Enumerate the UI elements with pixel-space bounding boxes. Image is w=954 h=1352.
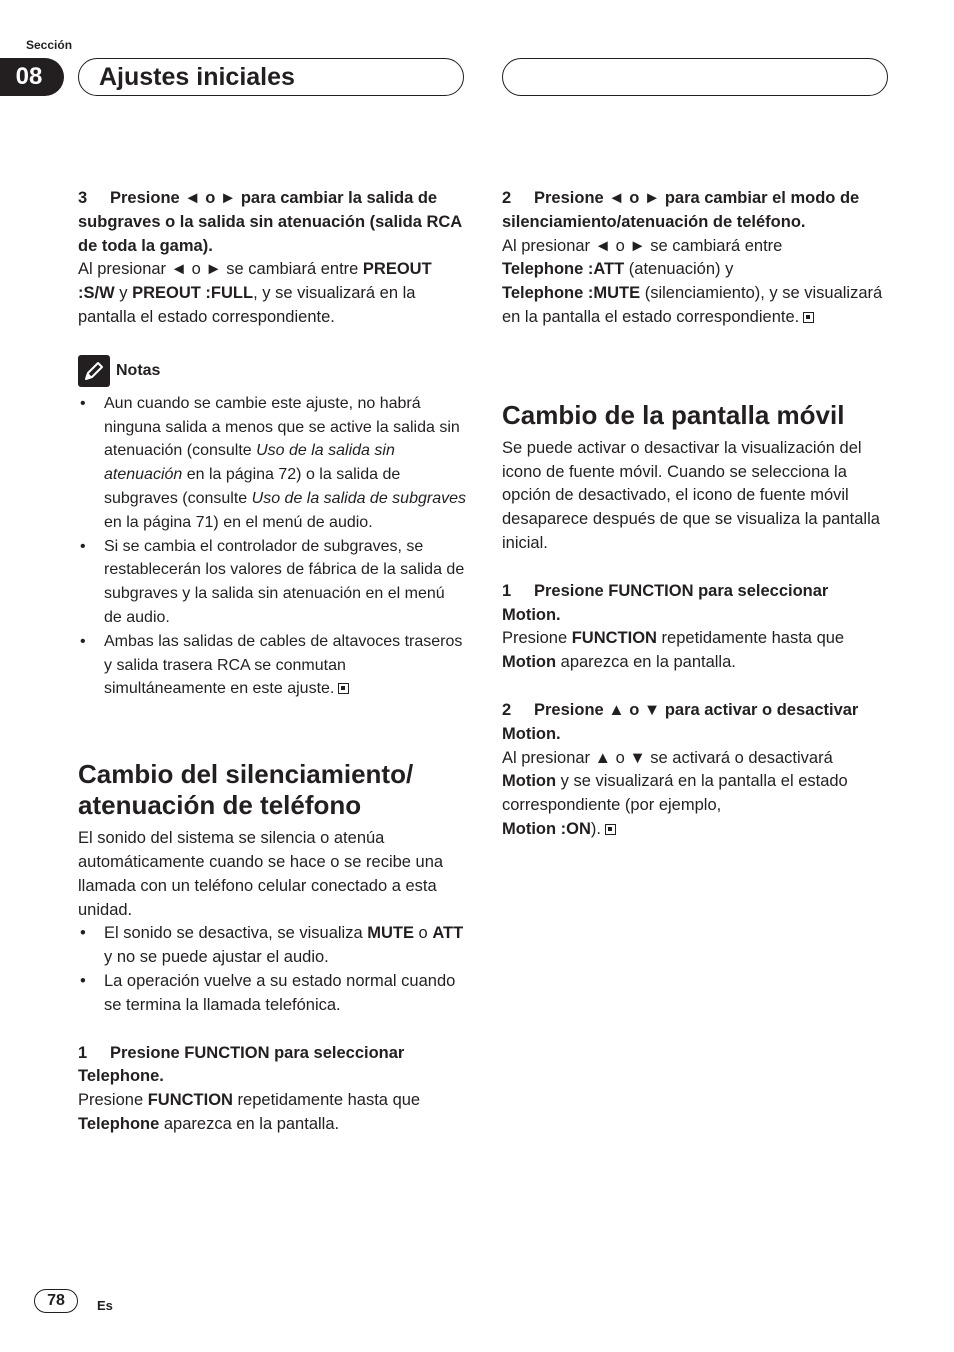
- phone-step-2-body: Al presionar ◄ o ► se cambiará entre Telephone :ATT (atenuación) y Telephone :MUTE (silenciamiento), y se visualizará en la pantalla el estado correspondiente.: [502, 236, 883, 326]
- phone-section-title: Cambio del silenciamiento/ atenuación de teléfono: [78, 759, 414, 821]
- right-arrow-icon: ►: [643, 189, 661, 207]
- left-arrow-icon: ◄: [594, 236, 611, 255]
- left-arrow-icon: ◄: [608, 189, 625, 207]
- section-title: Ajustes iniciales: [78, 58, 464, 96]
- left-arrow-icon: ◄: [184, 189, 201, 207]
- motion-step-1-body: Presione FUNCTION repetidamente hasta que Motion aparezca en la pantalla.: [502, 629, 845, 672]
- pencil-icon: [78, 355, 110, 387]
- section-number-badge: 08: [0, 58, 64, 96]
- phone-step-1-heading: 1 Presione FUNCTION para seleccionar Telephone.: [78, 1043, 405, 1086]
- right-arrow-icon: ►: [205, 260, 222, 279]
- up-arrow-icon: ▲: [594, 748, 611, 767]
- right-arrow-icon: ►: [219, 189, 237, 207]
- up-arrow-icon: ▲: [608, 700, 625, 719]
- left-column: [78, 187, 466, 1137]
- note-item: • Ambas las salidas de cables de altavoces traseros y salida trasera RCA se conmutan simultáneamente en este ajuste.: [78, 630, 466, 701]
- motion-step-2-body: Al presionar ▲ o ▼ se activará o desactivará Motion y se visualizará en la pantalla el estado correspondiente (por ejemplo, Motion :ON).: [502, 748, 848, 838]
- step-3-body: Al presionar ◄ o ► se cambiará entre PREOUT :S/W y PREOUT :FULL, y se visualizará en la pantalla el estado correspondiente.: [78, 260, 432, 326]
- right-arrow-icon: ►: [629, 236, 646, 255]
- motion-step-1-heading: 1 Presione FUNCTION para seleccionar Motion.: [502, 581, 829, 624]
- phone-step-2-heading: 2 Presione ◄ o ► para cambiar el modo de silenciamiento/atenuación de teléfono.: [502, 189, 860, 231]
- page-number: 78: [34, 1289, 78, 1313]
- end-mark-icon: [803, 312, 814, 323]
- section-label: Sección: [26, 38, 73, 52]
- section-header-empty-box: [502, 58, 888, 96]
- note-item: • Aun cuando se cambie este ajuste, no habrá ninguna salida a menos que se active la salida sin atenuación (consulte Uso de la salida sin atenuación en la página 72) o la salida de subgraves (consulte Uso de la salida de subgraves en la página 71) en el menú de audio.: [78, 392, 466, 535]
- down-arrow-icon: ▼: [629, 748, 646, 767]
- phone-bullets: [78, 922, 466, 1017]
- note-item: • Si se cambia el controlador de subgraves, se restablecerán los valores de fábrica de la salida de subgraves y la salida sin atenuación en el menú de audio.: [78, 535, 466, 630]
- notes-label: Notas: [116, 361, 161, 379]
- bullet-item: • La operación vuelve a su estado normal cuando se termina la llamada telefónica.: [78, 970, 466, 1018]
- phone-section-intro: El sonido del sistema se silencia o atenúa automáticamente cuando se hace o se recibe una llamada con un teléfono celular conectado a esta unidad.: [78, 829, 444, 919]
- language-label: Es: [97, 1298, 113, 1313]
- motion-section-title: Cambio de la pantalla móvil: [502, 399, 845, 430]
- motion-step-2-heading: 2 Presione ▲ o ▼ para activar o desactivar Motion.: [502, 700, 859, 743]
- phone-step-1-body: Presione FUNCTION repetidamente hasta que Telephone aparezca en la pantalla.: [78, 1091, 421, 1133]
- right-column: [502, 187, 890, 842]
- notes-list: [78, 392, 466, 701]
- step-3-heading: 3 Presione ◄ o ► para cambiar la salida de subgraves o la salida sin atenuación (salida RCA de toda la gama).: [78, 189, 462, 255]
- down-arrow-icon: ▼: [643, 700, 661, 719]
- notes-header: [78, 354, 466, 388]
- left-arrow-icon: ◄: [170, 260, 187, 279]
- motion-section-intro: Se puede activar o desactivar la visualización del icono de fuente móvil. Cuando se selecciona la opción de desactivado, el icono de fuente móvil desaparece después de que se visualiza la pantalla inicial.: [502, 438, 880, 552]
- bullet-item: • El sonido se desactiva, se visualiza MUTE o ATT y no se puede ajustar el audio.: [78, 922, 466, 970]
- end-mark-icon: [338, 683, 349, 694]
- end-mark-icon: [605, 824, 616, 835]
